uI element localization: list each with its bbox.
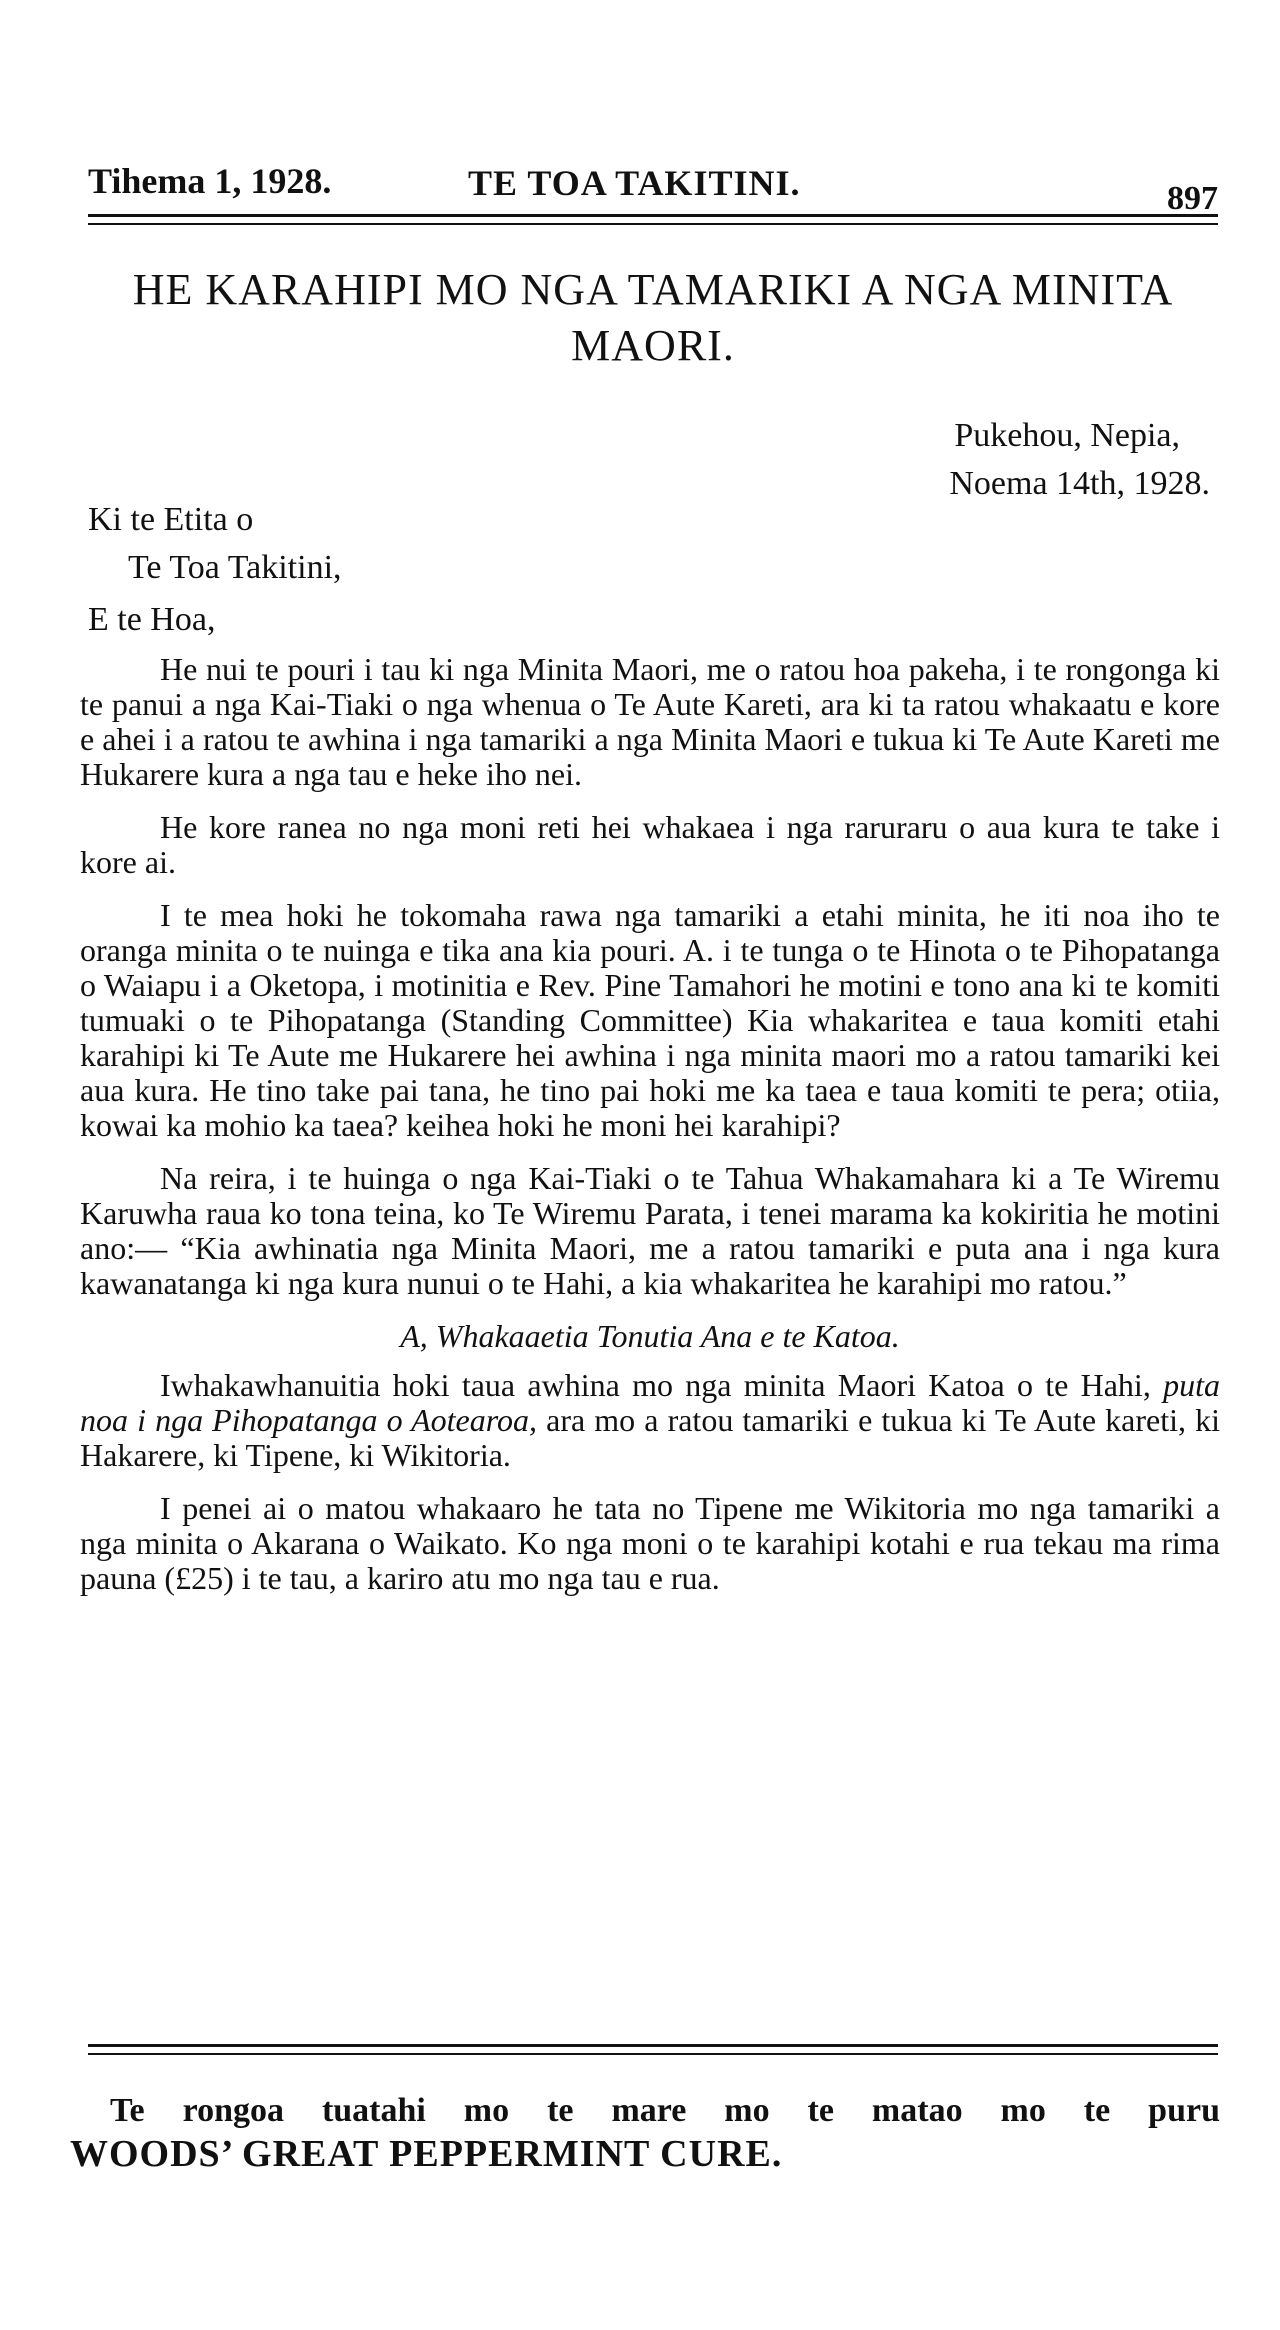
advertisement-product: WOODS’ GREAT PEPPERMINT CURE. — [70, 2133, 783, 2175]
addressee — [88, 496, 342, 592]
advertisement — [70, 2092, 1220, 2192]
dateline — [949, 412, 1210, 508]
paragraph — [80, 1368, 1220, 1473]
addressee-line: Te Toa Takitini, — [128, 549, 342, 586]
issue-date: Tihema 1, 1928. — [88, 161, 332, 201]
dateline-place: Pukehou, Nepia, — [954, 417, 1180, 454]
article-title: HE KARAHIPI MO NGA TAMARIKI A NGA MINITA MAORI. — [132, 265, 1174, 370]
page-number: 897 — [1167, 180, 1218, 217]
article-body — [80, 652, 1220, 1614]
emphasized-text: puta noa i nga Pihopatanga o Aotearoa, — [80, 1367, 1220, 1438]
running-header — [88, 160, 1218, 217]
advertisement-tagline: Te rongoa tuatahi mo te mare mo te matao mo te puru — [110, 2092, 1220, 2129]
footer-divider — [88, 2044, 1218, 2055]
salutation: E te Hoa, — [88, 601, 216, 638]
subheading: A, Whakaaetia Tonutia Ana e te Katoa. — [400, 1318, 900, 1354]
paragraph-text: ara mo a ratou tamariki e tukua ki Te Aute kareti, ki Hakarere, ki Tipene, ki Wikitoria. — [80, 1402, 1221, 1473]
addressee-line: Ki te Etita o — [88, 501, 254, 538]
paragraph: He kore ranea no nga moni reti hei whakaea i nga raruraru o aua kura te take i kore ai. — [80, 809, 1220, 880]
paragraph-text: Iwhakawhanuitia hoki taua awhina mo nga minita Maori Katoa o te Hahi, — [160, 1367, 1164, 1403]
paragraph: I te mea hoki he tokomaha rawa nga tamariki a etahi minita, he iti noa iho te oranga minita o te nuinga e tika ana kia pouri. A. i te tunga o te Hinota o te Pihopatanga o Waiapu i a Oketopa, i motinitia e Rev. Pine Tamahori he motini e tono ana ki te komiti tumuaki o te Pihopatanga (Standing Committee) Kia whakaritea e taua komiti etahi karahipi ki Te Aute me Hukarere hei awhina i nga minita maori mo a ratou tamariki kei aua kura. He tino take pai tana, he tino pai hoki me ka taea e taua komiti te pera; otiia, kowai ka mohio ka taea? keihea hoki he moni hei karahipi? — [80, 897, 1220, 1143]
header-divider — [88, 214, 1218, 225]
paragraph: I penei ai o matou whakaaro he tata no Tipene me Wikitoria mo nga tamariki a nga minita o Akarana o Waikato. Ko nga moni o te karahipi kotahi e rua tekau ma rima pauna (£25) i te tau, a kariro atu mo nga tau e rua. — [80, 1490, 1220, 1596]
dateline-date: Noema 14th, 1928. — [949, 465, 1210, 502]
paragraph: He nui te pouri i tau ki nga Minita Maori, me o ratou hoa pakeha, i te rongonga ki te panui a nga Kai-Tiaki o nga whenua o Te Aute Kareti, ara ki ta ratou whakaatu e kore e ahei i a ratou te awhina i nga tamariki a nga Minita Maori e tukua ki Te Aute Kareti me Hukarere kura a nga tau e heke iho nei. — [80, 651, 1220, 792]
paragraph: Na reira, i te huinga o nga Kai-Tiaki o te Tahua Whakamahara ki a Te Wiremu Karuwha raua ko tona teina, ko Te Wiremu Parata, i tenei marama ka kokiritia he motini ano:— “Kia awhinatia nga Minita Maori, me a ratou tamariki e puta ana i nga kura kawanatanga ki nga kura nunui o te Hahi, a kia whakaritea he karahipi mo ratou.” — [80, 1160, 1220, 1301]
publication-title: TE TOA TAKITINI. — [468, 163, 801, 203]
